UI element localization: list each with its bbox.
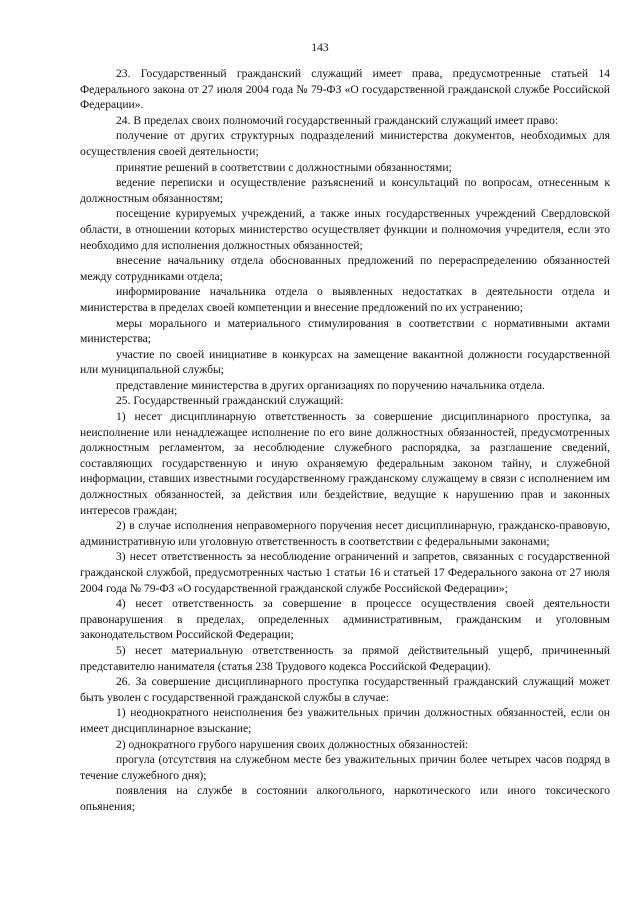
paragraph: 26. За совершение дисциплинарного проступка государственный гражданский служащий может быть уволен с государственной гражданской службы в случае: (80, 675, 610, 704)
paragraph: ведение переписки и осуществление разъяснений и консультаций по вопросам, отнесенным к должностным обязанностям; (80, 176, 610, 205)
paragraph: 1) неоднократного неисполнения без уважительных причин должностных обязанностей, если он имеет дисциплинарное взыскание; (80, 706, 610, 735)
paragraph: 2) в случае исполнения неправомерного поручения несет дисциплинарную, гражданско-правовую, административную или уголовную ответственность в соответствии с федеральными законами; (80, 519, 610, 548)
paragraph: 2) однократного грубого нарушения своих должностных обязанностей: (116, 737, 469, 751)
paragraph: 3) несет ответственность за несоблюдение ограничений и запретов, связанных с государственной гражданской службой, предусмотренных частью 1 статьи 16 и статьей 17 Федерального закона от 27 июля 2004 года № 79-ФЗ «О государственной гражданской службе Российской Федерации»; (80, 550, 610, 595)
paragraph: 4) несет ответственность за совершение в процессе осуществления своей деятельности правонарушения в пределах, определенных административным, гражданским и уголовным законодательством Российской Федерации; (80, 597, 610, 642)
paragraph: участие по своей инициативе в конкурсах на замещение вакантной должности государственной или муниципальной службы; (80, 347, 610, 377)
paragraph: получение от других структурных подразделений министерства документов, необходимых для осуществления своей деятельности; (80, 129, 610, 158)
paragraph: 23. Государственный гражданский служащий имеет права, предусмотренные статьей 14 Федерального закона от 27 июля 2004 года № 79-ФЗ «О государственной гражданской службе Российской Федерации». (80, 67, 610, 112)
paragraph: 25. Государственный гражданский служащий: (116, 394, 344, 408)
paragraph: 5) несет материальную ответственность за прямой действительный ущерб, причиненный представителю нанимателя (статья 238 Трудового кодекса Российской Федерации). (80, 643, 610, 673)
paragraph: 1) несет дисциплинарную ответственность за совершение дисциплинарного проступка, за неисполнение или ненадлежащее исполнение по его вине должностных обязанностей, предусмотренных должностным регламентом, за несоблюдение служебного распорядка, за разглашение сведений, составляющих государственную и иную охраняемую федеральным законом тайну, и служебной информации, ставших известными государственному гражданскому служащему в связи с исполнением им должностных обязанностей, за действия или бездействие, ведущие к нарушению прав и законных интересов граждан; (80, 410, 610, 517)
paragraph: внесение начальнику отдела обоснованных предложений по перераспределению обязанностей между сотрудниками отдела; (80, 254, 610, 283)
page-number: 143 (311, 41, 329, 54)
document-body (80, 66, 610, 815)
paragraph: меры морального и материального стимулирования в соответствии с нормативными актами министерства; (80, 316, 610, 346)
paragraph: принятие решений в соответствии с должностными обязанностями; (116, 160, 452, 174)
paragraph: прогула (отсутствия на служебном месте без уважительных причин более четырех часов подряд в течение служебного дня); (80, 753, 610, 782)
paragraph: появления на службе в состоянии алкогольного, наркотического или иного токсического опьянения; (80, 784, 610, 813)
paragraph: представление министерства в других организациях по поручению начальника отдела. (116, 378, 545, 392)
paragraph: посещение курируемых учреждений, а также иных государственных учреждений Свердловской области, в отношении которых министерство осуществляет функции и полномочия учредителя, если это необходимо для исполнения должностных обязанностей; (80, 207, 610, 252)
paragraph: 24. В пределах своих полномочий государственный гражданский служащий имеет право: (116, 113, 559, 127)
paragraph: информирование начальника отдела о выявленных недостатках в деятельности отдела и министерства в пределах своей компетенции и внесение предложений по их устранению; (80, 285, 610, 314)
